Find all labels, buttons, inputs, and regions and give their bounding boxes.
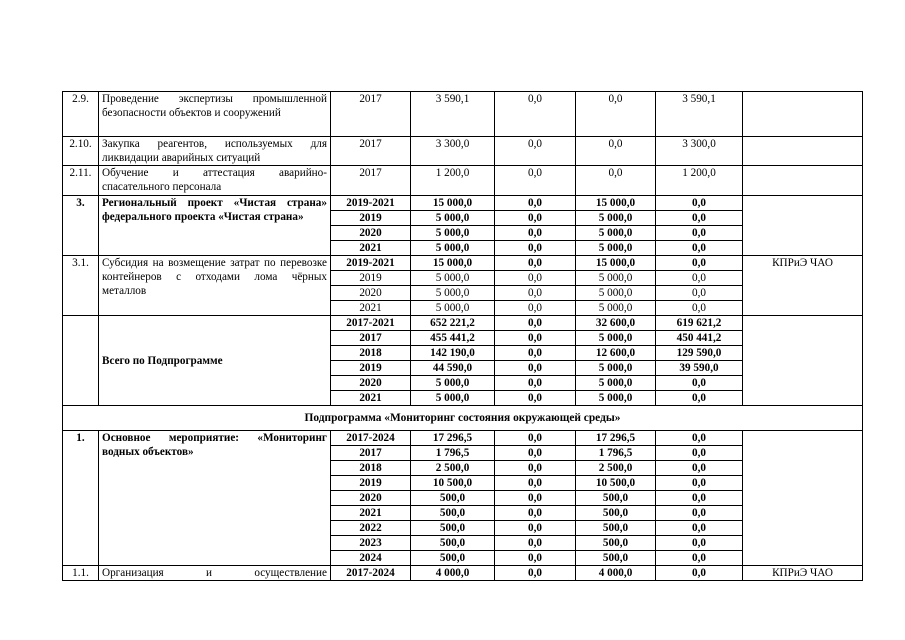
year-cell: 2019-2021 (331, 256, 411, 271)
mb-cell: 0,0 (656, 226, 743, 241)
total-cell: 5 000,0 (411, 211, 495, 226)
year-cell: 2019 (331, 476, 411, 491)
table-row (63, 566, 863, 581)
fb-cell: 0,0 (495, 331, 576, 346)
total-cell: 500,0 (411, 551, 495, 566)
fb-cell: 0,0 (495, 461, 576, 476)
table-row (63, 137, 863, 166)
rb-cell: 5 000,0 (576, 301, 656, 316)
total-cell: 5 000,0 (411, 301, 495, 316)
responsible-cell (743, 316, 863, 406)
fb-cell: 0,0 (495, 301, 576, 316)
row-name: Региональный проект «Чистая страна» федерального проекта «Чистая страна» (99, 196, 331, 256)
fb-cell: 0,0 (495, 196, 576, 211)
responsible-cell: КПРиЭ ЧАО (743, 256, 863, 316)
rb-cell: 500,0 (576, 521, 656, 536)
fb-cell: 0,0 (495, 137, 576, 166)
mb-cell: 0,0 (656, 551, 743, 566)
year-cell: 2018 (331, 461, 411, 476)
total-cell: 5 000,0 (411, 226, 495, 241)
mb-cell: 0,0 (656, 521, 743, 536)
mb-cell: 0,0 (656, 491, 743, 506)
table-row (63, 256, 863, 271)
fb-cell: 0,0 (495, 476, 576, 491)
rb-cell: 10 500,0 (576, 476, 656, 491)
mb-cell: 0,0 (656, 301, 743, 316)
rb-cell: 5 000,0 (576, 331, 656, 346)
responsible-cell (743, 431, 863, 566)
rb-cell: 0,0 (576, 166, 656, 196)
row-number: 2.11. (63, 166, 99, 196)
rb-cell: 5 000,0 (576, 226, 656, 241)
year-cell: 2017 (331, 446, 411, 461)
mb-cell: 0,0 (656, 461, 743, 476)
total-cell: 44 590,0 (411, 361, 495, 376)
mb-cell: 450 441,2 (656, 331, 743, 346)
fb-cell: 0,0 (495, 226, 576, 241)
fb-cell: 0,0 (495, 92, 576, 137)
total-cell: 2 500,0 (411, 461, 495, 476)
year-cell: 2017-2024 (331, 431, 411, 446)
mb-cell: 0,0 (656, 446, 743, 461)
fb-cell: 0,0 (495, 286, 576, 301)
rb-cell: 500,0 (576, 491, 656, 506)
row-name: Основное мероприятие: «Мониторинг водных объектов» (99, 431, 331, 566)
table-row (63, 92, 863, 137)
year-cell: 2017-2021 (331, 316, 411, 331)
fb-cell: 0,0 (495, 361, 576, 376)
rb-cell: 4 000,0 (576, 566, 656, 581)
year-cell: 2020 (331, 376, 411, 391)
fb-cell: 0,0 (495, 346, 576, 361)
responsible-cell (743, 196, 863, 256)
fb-cell: 0,0 (495, 376, 576, 391)
row-number: 3.1. (63, 256, 99, 316)
total-cell: 5 000,0 (411, 376, 495, 391)
table-row (63, 166, 863, 196)
year-cell: 2020 (331, 226, 411, 241)
year-cell: 2019 (331, 271, 411, 286)
year-cell: 2017 (331, 331, 411, 346)
mb-cell: 0,0 (656, 196, 743, 211)
total-cell: 455 441,2 (411, 331, 495, 346)
mb-cell: 0,0 (656, 476, 743, 491)
rb-cell: 12 600,0 (576, 346, 656, 361)
total-cell: 15 000,0 (411, 256, 495, 271)
mb-cell: 1 200,0 (656, 166, 743, 196)
responsible-cell: КПРиЭ ЧАО (743, 566, 863, 581)
year-cell: 2021 (331, 506, 411, 521)
year-cell: 2021 (331, 241, 411, 256)
fb-cell: 0,0 (495, 391, 576, 406)
mb-cell: 39 590,0 (656, 361, 743, 376)
year-cell: 2020 (331, 491, 411, 506)
fb-cell: 0,0 (495, 241, 576, 256)
mb-cell: 0,0 (656, 376, 743, 391)
mb-cell: 0,0 (656, 391, 743, 406)
mb-cell: 0,0 (656, 566, 743, 581)
year-cell: 2019 (331, 361, 411, 376)
total-cell: 500,0 (411, 536, 495, 551)
mb-cell: 0,0 (656, 431, 743, 446)
rb-cell: 500,0 (576, 506, 656, 521)
rb-cell: 2 500,0 (576, 461, 656, 476)
table-row (63, 316, 863, 331)
mb-cell: 0,0 (656, 536, 743, 551)
table-row (63, 196, 863, 211)
responsible-cell (743, 92, 863, 137)
mb-cell: 0,0 (656, 271, 743, 286)
rb-cell: 15 000,0 (576, 256, 656, 271)
rb-cell: 500,0 (576, 551, 656, 566)
rb-cell: 5 000,0 (576, 211, 656, 226)
year-cell: 2022 (331, 521, 411, 536)
year-cell: 2017 (331, 166, 411, 196)
row-number: 1. (63, 431, 99, 566)
year-cell: 2019-2021 (331, 196, 411, 211)
rb-cell: 5 000,0 (576, 286, 656, 301)
year-cell: 2017 (331, 92, 411, 137)
row-number: 2.10. (63, 137, 99, 166)
rb-cell: 5 000,0 (576, 361, 656, 376)
total-cell: 4 000,0 (411, 566, 495, 581)
mb-cell: 0,0 (656, 506, 743, 521)
total-cell: 1 200,0 (411, 166, 495, 196)
mb-cell: 619 621,2 (656, 316, 743, 331)
rb-cell: 5 000,0 (576, 391, 656, 406)
year-cell: 2021 (331, 301, 411, 316)
total-cell: 500,0 (411, 521, 495, 536)
row-number (63, 316, 99, 406)
rb-cell: 15 000,0 (576, 196, 656, 211)
year-cell: 2017-2024 (331, 566, 411, 581)
table-row (63, 431, 863, 446)
fb-cell: 0,0 (495, 431, 576, 446)
budget-table-page (62, 91, 862, 581)
fb-cell: 0,0 (495, 566, 576, 581)
row-number: 1.1. (63, 566, 99, 581)
rb-cell: 5 000,0 (576, 241, 656, 256)
year-cell: 2024 (331, 551, 411, 566)
row-number: 2.9. (63, 92, 99, 137)
subprogram-total-label: Всего по Подпрограмме (99, 316, 331, 406)
mb-cell: 0,0 (656, 286, 743, 301)
fb-cell: 0,0 (495, 211, 576, 226)
mb-cell: 3 590,1 (656, 92, 743, 137)
total-cell: 1 796,5 (411, 446, 495, 461)
responsible-cell (743, 166, 863, 196)
row-name: Организация и осуществление (99, 566, 331, 581)
total-cell: 10 500,0 (411, 476, 495, 491)
rb-cell: 500,0 (576, 536, 656, 551)
total-cell: 5 000,0 (411, 391, 495, 406)
rb-cell: 1 796,5 (576, 446, 656, 461)
total-cell: 142 190,0 (411, 346, 495, 361)
section-title: Подпрограмма «Мониторинг состояния окружающей среды» (63, 406, 863, 431)
mb-cell: 129 590,0 (656, 346, 743, 361)
fb-cell: 0,0 (495, 446, 576, 461)
year-cell: 2021 (331, 391, 411, 406)
row-name: Обучение и аттестация аварийно-спасательного персонала (99, 166, 331, 196)
rb-cell: 5 000,0 (576, 376, 656, 391)
year-cell: 2019 (331, 211, 411, 226)
mb-cell: 0,0 (656, 241, 743, 256)
rb-cell: 0,0 (576, 137, 656, 166)
rb-cell: 32 600,0 (576, 316, 656, 331)
total-cell: 500,0 (411, 491, 495, 506)
year-cell: 2018 (331, 346, 411, 361)
fb-cell: 0,0 (495, 551, 576, 566)
responsible-cell (743, 137, 863, 166)
row-name: Субсидия на возмещение затрат по перевозке контейнеров с отходами лома чёрных металлов (99, 256, 331, 316)
fb-cell: 0,0 (495, 166, 576, 196)
total-cell: 5 000,0 (411, 271, 495, 286)
total-cell: 652 221,2 (411, 316, 495, 331)
total-cell: 5 000,0 (411, 241, 495, 256)
year-cell: 2023 (331, 536, 411, 551)
fb-cell: 0,0 (495, 256, 576, 271)
year-cell: 2020 (331, 286, 411, 301)
rb-cell: 5 000,0 (576, 271, 656, 286)
row-name: Закупка реагентов, используемых для ликвидации аварийных ситуаций (99, 137, 331, 166)
total-cell: 15 000,0 (411, 196, 495, 211)
mb-cell: 3 300,0 (656, 137, 743, 166)
mb-cell: 0,0 (656, 256, 743, 271)
total-cell: 3 300,0 (411, 137, 495, 166)
fb-cell: 0,0 (495, 536, 576, 551)
total-cell: 5 000,0 (411, 286, 495, 301)
mb-cell: 0,0 (656, 211, 743, 226)
fb-cell: 0,0 (495, 521, 576, 536)
fb-cell: 0,0 (495, 491, 576, 506)
budget-table (62, 91, 863, 581)
table-row (63, 406, 863, 431)
rb-cell: 0,0 (576, 92, 656, 137)
total-cell: 3 590,1 (411, 92, 495, 137)
row-number: 3. (63, 196, 99, 256)
total-cell: 500,0 (411, 506, 495, 521)
year-cell: 2017 (331, 137, 411, 166)
total-cell: 17 296,5 (411, 431, 495, 446)
rb-cell: 17 296,5 (576, 431, 656, 446)
fb-cell: 0,0 (495, 316, 576, 331)
fb-cell: 0,0 (495, 271, 576, 286)
row-name: Проведение экспертизы промышленной безопасности объектов и сооружений (99, 92, 331, 137)
fb-cell: 0,0 (495, 506, 576, 521)
